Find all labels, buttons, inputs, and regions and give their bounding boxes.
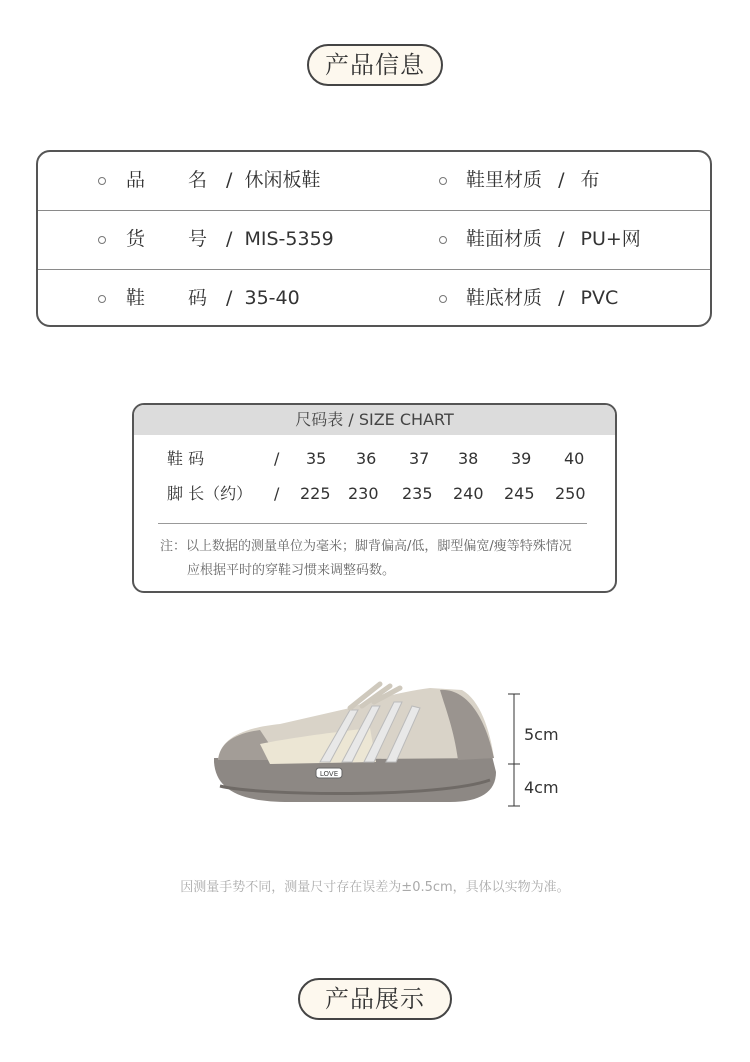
size-value: 39	[511, 449, 532, 468]
bullet-icon	[98, 177, 106, 185]
info-label: 鞋	[126, 287, 146, 309]
bullet-icon	[98, 236, 106, 244]
size-value: 245	[504, 484, 535, 503]
info-value: PVC	[580, 287, 619, 309]
info-value: 35-40	[244, 287, 300, 309]
separator: /	[226, 228, 233, 250]
info-left-cell	[126, 270, 300, 327]
info-right-cell	[466, 270, 618, 327]
info-label: 码	[188, 287, 208, 309]
size-value: 40	[564, 449, 585, 468]
size-value: 240	[453, 484, 484, 503]
info-value: PU+网	[580, 228, 641, 250]
bullet-icon	[98, 295, 106, 303]
note-line: 应根据平时的穿鞋习惯来调整码数。	[187, 563, 396, 578]
info-label: 货	[126, 228, 146, 250]
measurement-disclaimer: 因测量手势不同，测量尺寸存在误差为±0.5cm，具体以实物为准。	[180, 880, 570, 895]
size-value: 235	[402, 484, 433, 503]
size-value: 250	[555, 484, 586, 503]
product-info-table	[36, 150, 712, 327]
shoe-logo-text: LOVE	[319, 770, 339, 778]
info-left-cell	[126, 211, 334, 268]
separator: /	[274, 449, 280, 468]
info-row	[38, 152, 710, 209]
info-left-cell	[126, 152, 321, 209]
info-row	[38, 269, 710, 327]
separator: /	[558, 228, 565, 250]
info-right-cell	[466, 211, 641, 268]
sole-height-label: 4cm	[524, 778, 559, 797]
info-label: 名	[188, 169, 208, 191]
separator: /	[558, 287, 565, 309]
size-chart	[132, 403, 617, 593]
separator: /	[226, 169, 233, 191]
bullet-icon	[439, 295, 447, 303]
size-row-shoe-size	[134, 445, 615, 473]
size-chart-title: 尺码表 / SIZE CHART	[134, 405, 615, 435]
bullet-icon	[439, 236, 447, 244]
info-value: 休闲板鞋	[244, 169, 321, 191]
info-label: 鞋底材质	[466, 287, 543, 309]
divider	[158, 523, 587, 524]
shoe-image	[200, 680, 560, 810]
bullet-icon	[439, 177, 447, 185]
separator: /	[226, 287, 233, 309]
info-label: 鞋里材质	[466, 169, 543, 191]
size-value: 225	[300, 484, 331, 503]
info-row	[38, 210, 710, 268]
size-row-label: 鞋 码	[167, 449, 205, 468]
size-note	[160, 535, 572, 583]
info-value: MIS-5359	[244, 228, 334, 250]
size-value: 37	[409, 449, 430, 468]
info-value: 布	[580, 169, 600, 191]
separator: /	[274, 484, 280, 503]
section-title-product-display: 产品展示	[298, 978, 452, 1020]
info-label: 鞋面材质	[466, 228, 543, 250]
size-row-label: 脚 长（约）	[167, 484, 253, 503]
size-value: 230	[348, 484, 379, 503]
size-value: 35	[306, 449, 327, 468]
separator: /	[558, 169, 565, 191]
upper-height-label: 5cm	[524, 725, 559, 744]
section-title-product-info: 产品信息	[307, 44, 443, 86]
size-value: 38	[458, 449, 479, 468]
info-label: 品	[126, 169, 146, 191]
note-line: 注：以上数据的测量单位为毫米；脚背偏高/低，脚型偏宽/瘦等特殊情况	[160, 539, 572, 554]
size-value: 36	[356, 449, 377, 468]
size-row-foot-length	[134, 480, 615, 508]
info-right-cell	[466, 152, 600, 209]
info-label: 号	[188, 228, 208, 250]
